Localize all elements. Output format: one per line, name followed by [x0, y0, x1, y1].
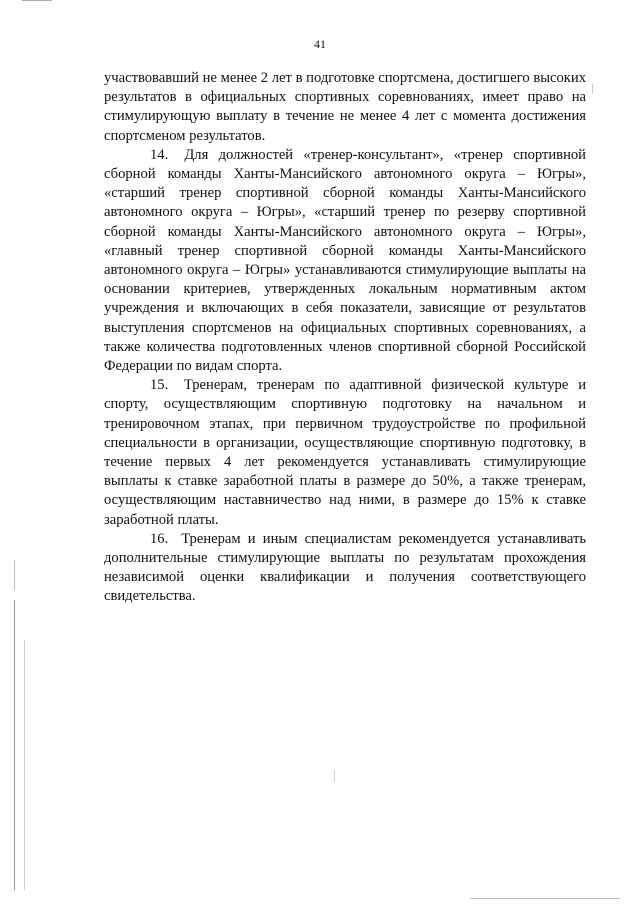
paragraph-15 — [104, 376, 586, 530]
page-number: 41 — [314, 37, 326, 51]
scan-artifact — [14, 560, 15, 590]
paragraph-number: 15. — [150, 377, 169, 394]
scan-artifact — [592, 84, 593, 94]
scan-artifact — [24, 640, 25, 890]
paragraph-number: 16. — [150, 530, 169, 547]
scan-artifact — [334, 770, 335, 782]
scan-artifact — [14, 600, 15, 890]
scan-artifact — [22, 0, 52, 1]
paragraph-number: 14. — [150, 146, 169, 163]
paragraph-continuation — [104, 69, 586, 146]
paragraph-text: Для должностей «тренер-консультант», «тренер спортивной сборной команды Ханты-Мансийского автономного округа – Югры», «старший тренер спортивной сборной команды Ханты-Мансийского автономного округа – Югры», «старший тренер по резерву спортивной сборной команды Ханты-Мансийского автономного округа – Югры», «главный тренер спортивной сборной команды Ханты-Мансийского автономного округа – Югры» устанавливаются стимулирующие выплаты на основании критериев, утвержденных локальным нормативным актом учреждения и включающих в себя показатели, зависящие от результатов выступления спортсменов на официальных спортивных соревнованиях, а также количества подготовленных членов спортивной сборной Российской Федерации по видам спорта. — [104, 146, 586, 375]
paragraph-14 — [104, 146, 586, 376]
paragraph-16 — [104, 530, 586, 607]
paragraph-text: Тренерам и иным специалистам рекомендуется устанавливать дополнительные стимулирующие выплаты по результатам прохождения независимой оценки квалификации и получения соответствующего свидетельства. — [104, 530, 586, 605]
paragraph-text: участвовавший не менее 2 лет в подготовке спортсмена, достигшего высоких результатов в официальных спортивных соревнованиях, имеет право на стимулирующую выплату в течение не менее 4 лет с момента достижения спортсменом результатов. — [104, 70, 586, 144]
document-body — [104, 69, 586, 607]
paragraph-text: Тренерам, тренерам по адаптивной физической культуре и спорту, осуществляющим спортивную подготовку на начальном и тренировочном этапах, при первичном трудоустройстве по профильной специальности в организации, осуществляющие спортивную подготовку, в течение первых 4 лет рекомендуется устанавливать стимулирующие выплаты к ставке заработной платы в размере до 50%, а также тренерам, осуществляющим наставничество над ними, в размере до 15% к ставке заработной платы. — [104, 377, 587, 528]
scan-artifact — [470, 898, 620, 899]
